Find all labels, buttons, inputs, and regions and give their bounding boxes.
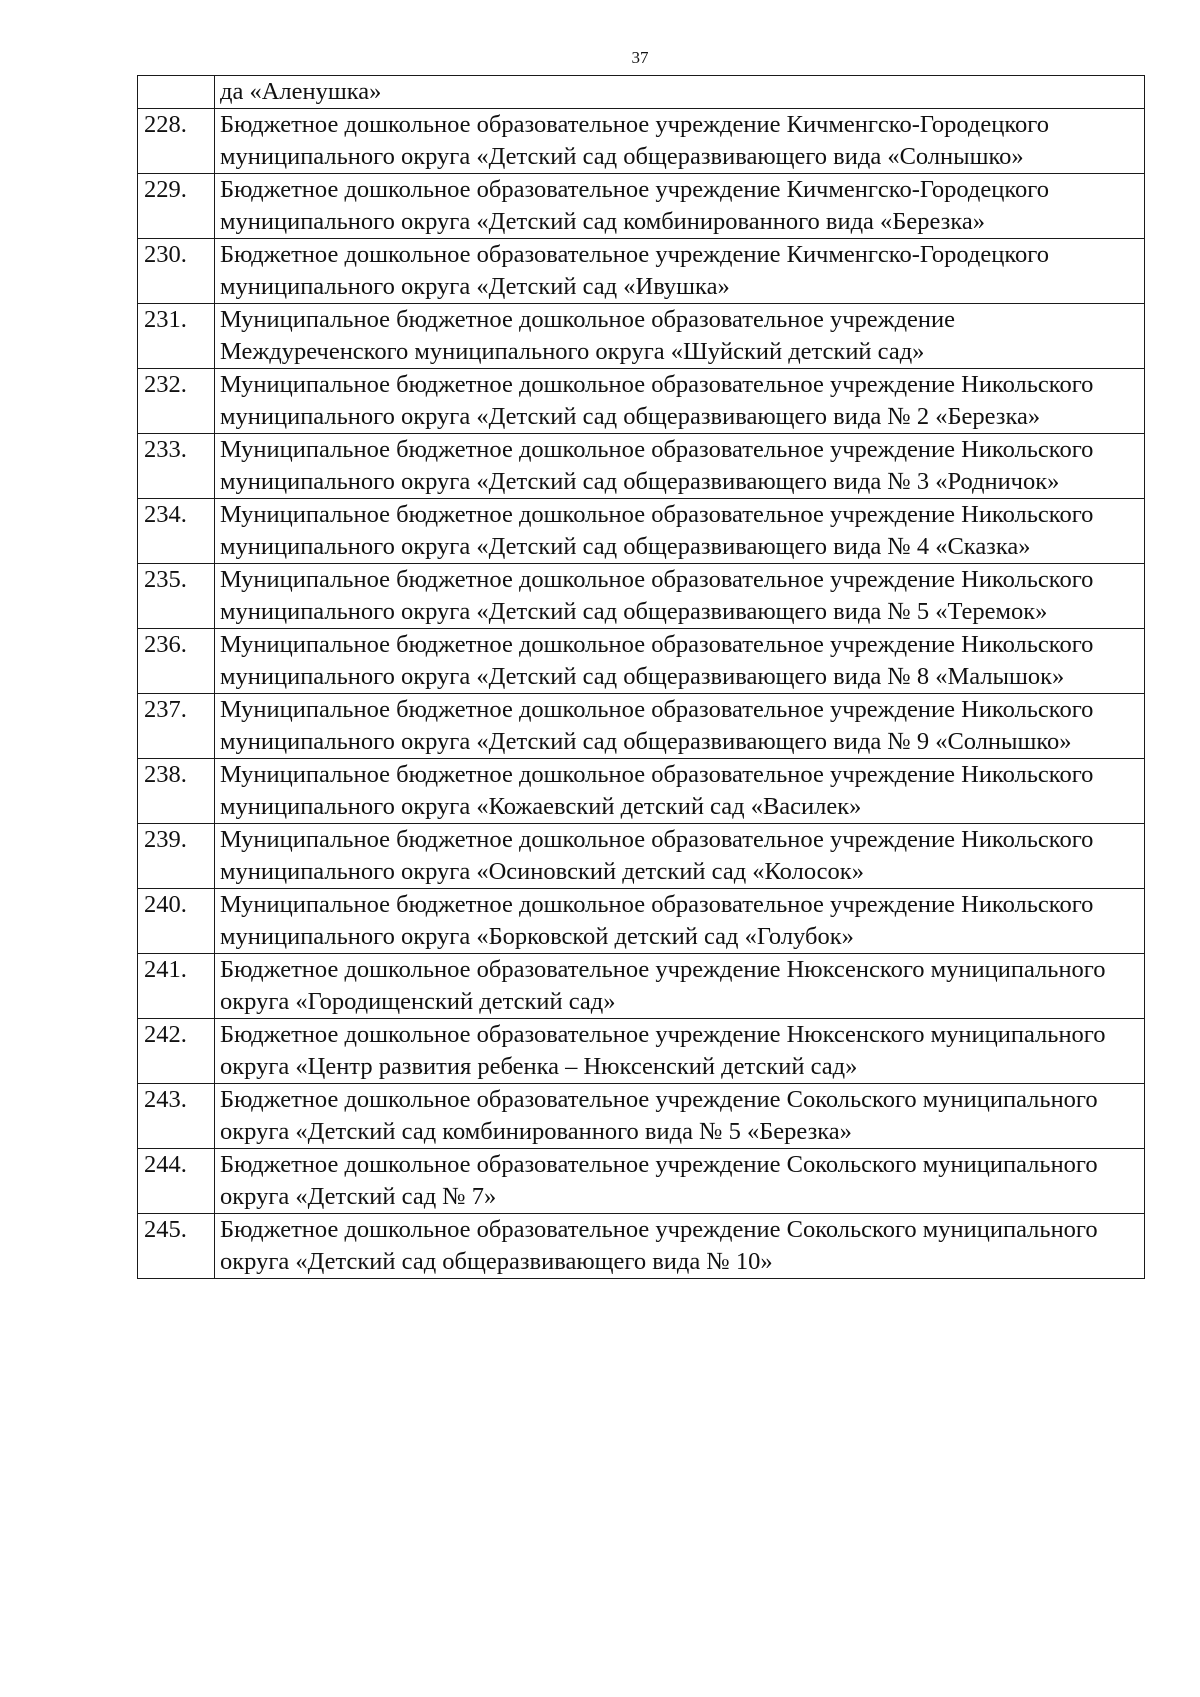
table-row <box>138 824 1145 889</box>
institutions-table <box>137 75 1145 1279</box>
institution-name: Бюджетное дошкольное образовательное учреждение Сокольского муниципального округа «Детский сад № 7» <box>215 1149 1145 1214</box>
institution-name: да «Аленушка» <box>215 76 1145 109</box>
institution-name: Муниципальное бюджетное дошкольное образовательное учреждение Никольского муниципального округа «Детский сад общеразвивающего вида № 2 «Березка» <box>215 369 1145 434</box>
row-number: 236. <box>138 629 215 694</box>
row-number: 237. <box>138 694 215 759</box>
row-number: 229. <box>138 174 215 239</box>
row-number: 245. <box>138 1214 215 1279</box>
institution-name: Бюджетное дошкольное образовательное учреждение Кичменгско-Городецкого муниципального округа «Детский сад комбинированного вида «Березка» <box>215 174 1145 239</box>
table-body <box>138 76 1145 1279</box>
institution-name: Бюджетное дошкольное образовательное учреждение Нюксенского муниципального округа «Городищенский детский сад» <box>215 954 1145 1019</box>
row-number: 238. <box>138 759 215 824</box>
table-row <box>138 434 1145 499</box>
table-row <box>138 1019 1145 1084</box>
row-number: 244. <box>138 1149 215 1214</box>
row-number: 239. <box>138 824 215 889</box>
row-number: 233. <box>138 434 215 499</box>
institution-name: Муниципальное бюджетное дошкольное образовательное учреждение Никольского муниципального округа «Кожаевский детский сад «Василек» <box>215 759 1145 824</box>
institution-name: Бюджетное дошкольное образовательное учреждение Кичменгско-Городецкого муниципального округа «Детский сад общеразвивающего вида «Солнышко» <box>215 109 1145 174</box>
institution-name: Муниципальное бюджетное дошкольное образовательное учреждение Междуреченского муниципального округа «Шуйский детский сад» <box>215 304 1145 369</box>
table-row <box>138 76 1145 109</box>
row-number: 228. <box>138 109 215 174</box>
row-number: 242. <box>138 1019 215 1084</box>
row-number: 241. <box>138 954 215 1019</box>
table-row <box>138 564 1145 629</box>
table-row <box>138 499 1145 564</box>
institution-name: Бюджетное дошкольное образовательное учреждение Нюксенского муниципального округа «Центр развития ребенка – Нюксенский детский сад» <box>215 1019 1145 1084</box>
row-number: 240. <box>138 889 215 954</box>
page-number: 37 <box>631 48 649 67</box>
row-number: 234. <box>138 499 215 564</box>
institution-name: Муниципальное бюджетное дошкольное образовательное учреждение Никольского муниципального округа «Борковской детский сад «Голубок» <box>215 889 1145 954</box>
table-row <box>138 629 1145 694</box>
table-row <box>138 304 1145 369</box>
institution-name: Муниципальное бюджетное дошкольное образовательное учреждение Никольского муниципального округа «Детский сад общеразвивающего вида № 8 «Малышок» <box>215 629 1145 694</box>
institution-name: Бюджетное дошкольное образовательное учреждение Сокольского муниципального округа «Детский сад комбинированного вида № 5 «Березка» <box>215 1084 1145 1149</box>
table-row <box>138 369 1145 434</box>
row-number: 231. <box>138 304 215 369</box>
table-row <box>138 694 1145 759</box>
row-number: 235. <box>138 564 215 629</box>
table-row <box>138 109 1145 174</box>
row-number <box>138 76 215 109</box>
institution-name: Муниципальное бюджетное дошкольное образовательное учреждение Никольского муниципального округа «Детский сад общеразвивающего вида № 5 «Теремок» <box>215 564 1145 629</box>
row-number: 230. <box>138 239 215 304</box>
table-row <box>138 889 1145 954</box>
institution-name: Муниципальное бюджетное дошкольное образовательное учреждение Никольского муниципального округа «Осиновский детский сад «Колосок» <box>215 824 1145 889</box>
institution-name: Муниципальное бюджетное дошкольное образовательное учреждение Никольского муниципального округа «Детский сад общеразвивающего вида № 4 «Сказка» <box>215 499 1145 564</box>
row-number: 232. <box>138 369 215 434</box>
institution-name: Муниципальное бюджетное дошкольное образовательное учреждение Никольского муниципального округа «Детский сад общеразвивающего вида № 9 «Солнышко» <box>215 694 1145 759</box>
row-number: 243. <box>138 1084 215 1149</box>
table-row <box>138 759 1145 824</box>
table-row <box>138 1214 1145 1279</box>
table-row <box>138 239 1145 304</box>
table-row <box>138 174 1145 239</box>
table-row <box>138 954 1145 1019</box>
institution-name: Бюджетное дошкольное образовательное учреждение Сокольского муниципального округа «Детский сад общеразвивающего вида № 10» <box>215 1214 1145 1279</box>
table-row <box>138 1084 1145 1149</box>
table-row <box>138 1149 1145 1214</box>
institution-name: Муниципальное бюджетное дошкольное образовательное учреждение Никольского муниципального округа «Детский сад общеразвивающего вида № 3 «Родничок» <box>215 434 1145 499</box>
institution-name: Бюджетное дошкольное образовательное учреждение Кичменгско-Городецкого муниципального округа «Детский сад «Ивушка» <box>215 239 1145 304</box>
